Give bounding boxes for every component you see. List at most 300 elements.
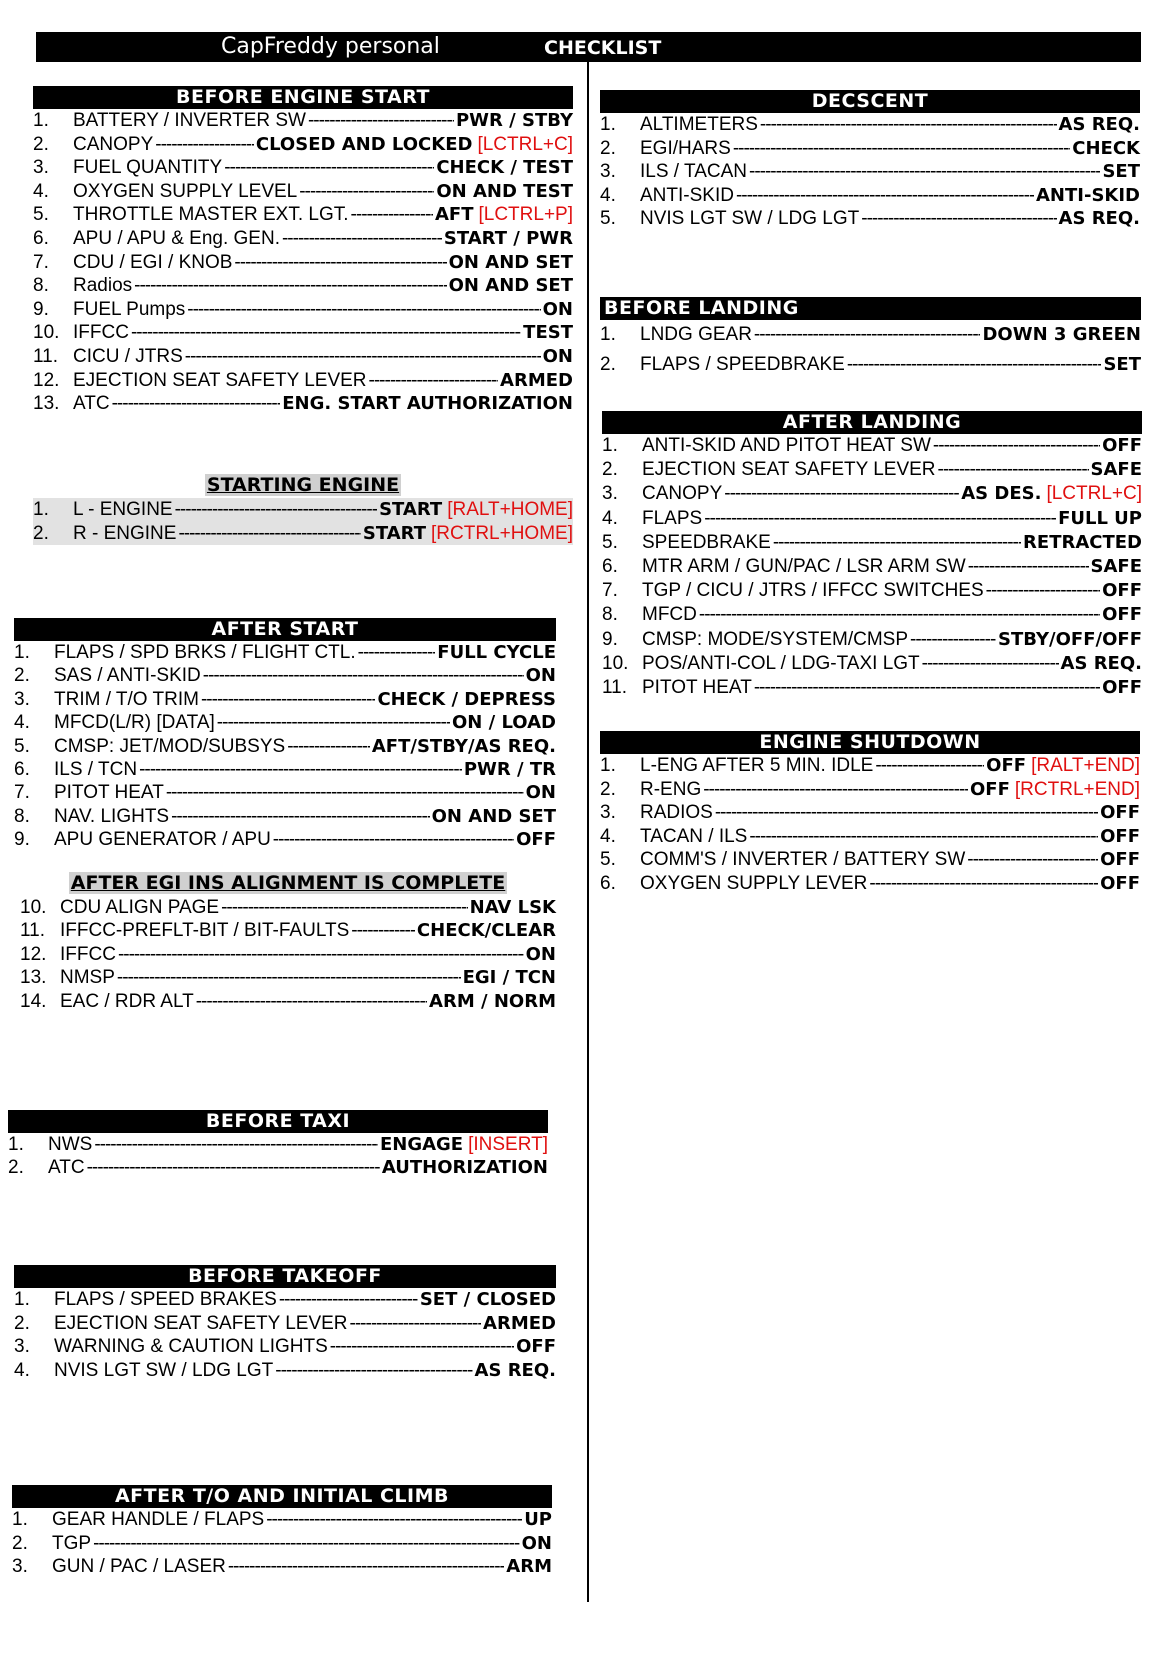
leader-dashes [273,828,514,851]
item-value: OFF [969,778,1010,800]
item-number: 13. [33,393,60,415]
leader-dashes [266,1508,522,1532]
item-number: 2. [12,1532,28,1554]
leader-dashes [185,345,541,369]
leader-dashes [749,160,1100,184]
item-number: 13. [20,967,47,989]
leader-dashes [155,133,254,157]
item-number: 11. [20,920,46,942]
checklist-item [602,579,1142,603]
leader-dashes [330,1335,514,1359]
item-name: MFCD(L/R) [DATA] [54,712,215,734]
item-name: FUEL Pumps [73,298,186,320]
item-number: 3. [602,483,618,505]
checklist-item [20,919,556,942]
item-number: 8. [14,805,30,827]
section-title: BEFORE TAKEOFF [14,1265,556,1288]
checklist-item [602,628,1142,652]
item-name: CICU / JTRS [73,345,183,367]
section-starting-engine [33,474,573,545]
checklist-item [8,1156,548,1179]
leader-dashes [358,641,436,664]
checklist-items [20,896,556,1013]
leader-dashes [933,434,1100,458]
item-number: 2. [600,778,616,800]
checklist-item [33,321,573,345]
item-value: OFF [1102,580,1142,602]
leader-dashes [369,369,499,393]
checklist-item [33,109,573,133]
item-value: START [379,499,443,520]
item-number: 3. [14,688,30,710]
item-value: OFF [1100,849,1140,871]
checklist-item [602,482,1142,506]
checklist-items [600,754,1140,896]
leader-dashes [275,1359,472,1383]
item-value: ARM [506,1556,552,1578]
item-value: OFF [1102,676,1142,698]
item-name: FLAPS / SPEEDBRAKE [640,354,845,375]
section-title: BEFORE ENGINE START [33,86,573,109]
leader-dashes [299,180,434,204]
item-number: 9. [33,298,49,320]
item-name: MFCD [642,604,697,626]
item-number: 2. [33,133,49,155]
item-value: AS REQ. [1060,652,1142,674]
item-value: ON [542,298,573,320]
item-value: OFF [1100,872,1140,894]
leader-dashes [217,711,450,734]
item-value: AS REQ. [1058,114,1140,135]
item-number: 9. [602,628,618,650]
leader-dashes [875,754,984,778]
checklist-items [602,434,1142,700]
checklist-items [600,320,1141,380]
item-name: CANOPY [642,483,723,505]
item-value: CHECK / DEPRESS [377,688,556,710]
section-title: AFTER EGI INS ALIGNMENT IS COMPLETE [70,872,506,894]
item-value: RETRACTED [1023,531,1142,553]
checklist-item [600,801,1140,825]
leader-dashes [196,990,427,1013]
item-number: 6. [602,555,618,577]
item-number: 2. [8,1157,24,1179]
item-number: 10. [33,322,60,344]
item-name: IFFCC [73,322,129,344]
item-number: 4. [600,184,616,206]
leader-dashes [351,203,433,227]
item-value: SET [1102,161,1140,183]
item-number: 7. [33,251,49,273]
checklist-item [33,498,573,522]
checklist-item [20,943,556,966]
checklist-item [600,320,1141,350]
leader-dashes [187,298,540,322]
item-value: PWR / TR [463,758,556,780]
item-name: CDU / EGI / KNOB [73,251,233,273]
leader-dashes [175,498,377,522]
checklist-item [14,758,556,781]
item-number: 10. [602,652,629,674]
item-name: EJECTION SEAT SAFETY LEVER [642,459,936,481]
checklist-item [602,676,1142,700]
item-name: TGP / CICU / JTRS / IFFCC SWITCHES [642,580,984,602]
item-number: 2. [14,665,30,687]
item-value: OFF [516,829,556,851]
item-name: CANOPY [73,133,154,155]
checklist-item [600,825,1140,849]
item-value: OFF [1102,604,1142,626]
item-value: FULL CYCLE [437,642,556,663]
item-name: COMM'S / INVERTER / BATTERY SW [640,849,966,871]
leader-dashes [166,781,524,804]
item-value: ARM / NORM [429,990,556,1012]
item-name: IFFCC [60,943,116,965]
checklist-item [33,133,573,157]
item-number: 4. [602,507,618,529]
item-name: PITOT HEAT [642,676,752,698]
item-number: 4. [14,1359,30,1381]
item-name: EJECTION SEAT SAFETY LEVER [54,1312,348,1334]
item-name: FLAPS / SPD BRKS / FLIGHT CTL. [54,642,356,663]
item-number: 5. [600,208,616,230]
item-value: OFF [1102,435,1142,456]
checklist-item [14,641,556,664]
item-name: THROTTLE MASTER EXT. LGT. [73,204,349,226]
item-number: 3. [33,157,49,179]
leader-dashes [224,156,434,180]
leader-dashes [968,555,1089,579]
item-value: ON [521,1532,552,1554]
leader-dashes [703,778,968,802]
section-before-takeoff [14,1265,556,1382]
item-keybind: [LCTRL+C] [1046,483,1142,505]
checklist-item [602,555,1142,579]
item-name: OXYGEN SUPPLY LEVER [640,872,868,894]
leader-dashes [350,1312,482,1336]
item-number: 1. [14,642,30,663]
item-name: EAC / RDR ALT [60,990,194,1012]
item-name: ANTI-SKID [640,184,734,206]
item-number: 14. [20,990,47,1012]
section-after-landing [602,411,1142,700]
checklist-item [14,711,556,734]
item-number: 1. [33,110,49,131]
item-name: FLAPS [642,507,703,529]
item-name: FUEL QUANTITY [73,157,223,179]
section-before-landing [600,297,1141,380]
item-number: 3. [12,1556,28,1578]
item-name: ALTIMETERS [640,114,758,135]
leader-dashes [724,482,959,506]
item-value: ENGAGE [379,1134,464,1155]
item-name: RADIOS [640,802,713,824]
page-header [36,32,1141,62]
item-name: OXYGEN SUPPLY LEVEL [73,180,298,202]
item-name: ANTI-SKID AND PITOT HEAT SW [642,435,931,456]
checklist-items [12,1508,552,1579]
item-number: 4. [14,712,30,734]
item-number: 3. [14,1336,30,1358]
leader-dashes [967,848,1098,872]
section-before-taxi [8,1110,548,1180]
item-name: R-ENG [640,778,702,800]
item-number: 1. [14,1289,30,1310]
item-keybind: [LCTRL+P] [478,204,573,226]
item-value: ON / LOAD [452,712,556,734]
item-value: ON AND SET [448,275,573,297]
checklist-item [14,1312,556,1336]
item-number: 1. [12,1509,28,1530]
checklist-item [602,458,1142,482]
item-value: NAV LSK [469,897,556,918]
checklist-item [33,227,573,251]
section-title: DECSCENT [600,90,1140,113]
item-name: APU GENERATOR / APU [54,829,271,851]
item-number: 2. [33,522,49,544]
leader-dashes [131,321,521,345]
leader-dashes [228,1555,504,1579]
item-number: 1. [8,1134,24,1155]
checklist-item [14,1335,556,1359]
item-value: STBY/OFF/OFF [998,628,1142,650]
item-value: OFF [1100,802,1140,824]
item-value: AS DES. [961,483,1042,505]
item-name: Radios [73,275,133,297]
item-value: OFF [516,1336,556,1358]
section-title: AFTER LANDING [602,411,1142,434]
checklist-item [14,1359,556,1383]
item-number: 2. [600,137,616,159]
checklist-items [600,113,1140,231]
item-number: 8. [602,604,618,626]
leader-dashes [986,579,1100,603]
column-divider [587,62,589,1602]
leader-dashes [234,251,446,275]
author-label: CapFreddy personal [221,34,440,59]
leader-dashes [869,872,1098,896]
checklist-item [20,966,556,989]
leader-dashes [171,805,430,828]
item-name: NMSP [60,967,115,989]
checklist-items [8,1133,548,1180]
leader-dashes [93,1532,520,1556]
checklist-item [600,113,1140,137]
checklist-item [20,990,556,1013]
checklist-item [602,531,1142,555]
item-value: CLOSED AND LOCKED [255,133,473,155]
item-number: 2. [600,354,616,375]
item-name: GEAR HANDLE / FLAPS [52,1509,265,1530]
item-value: OFF [986,755,1027,776]
checklist-item [14,1288,556,1312]
leader-dashes [760,113,1057,137]
item-number: 12. [33,369,60,391]
item-number: 4. [33,180,49,202]
item-value: SAFE [1090,459,1142,481]
item-number: 7. [14,782,30,804]
item-number: 1. [600,755,616,776]
item-value: ON AND TEST [436,180,573,202]
item-name: ATC [48,1157,85,1179]
checklist-item [33,251,573,275]
checklist-item [14,828,556,851]
item-number: 2. [14,1312,30,1334]
item-value: SET / CLOSED [419,1289,556,1310]
section-descent [600,90,1140,231]
checklist-item [600,207,1140,231]
page-title: CHECKLIST [544,37,662,59]
item-name: FLAPS / SPEED BRAKES [54,1289,277,1310]
checklist-item [12,1508,552,1532]
checklist-item [14,805,556,828]
item-number: 5. [14,735,30,757]
item-name: GUN / PAC / LASER [52,1556,226,1578]
item-number: 6. [600,872,616,894]
item-number: 6. [33,227,49,249]
checklist-item [33,298,573,322]
item-name: CMSP: MODE/SYSTEM/CMSP [642,628,909,650]
item-name: NWS [48,1134,93,1155]
item-keybind: [RALT+HOME] [447,499,573,520]
checklist-item [33,274,573,298]
leader-dashes [117,966,461,989]
leader-dashes [754,676,1100,700]
leader-dashes [178,522,360,546]
item-keybind: [LCTRL+C] [477,133,573,155]
item-value: PWR / STBY [455,110,573,131]
item-value: FULL UP [1058,507,1142,529]
leader-dashes [201,688,375,711]
section-before-engine-start [33,86,573,416]
item-value: DOWN 3 GREEN [982,324,1141,345]
checklist-item [14,688,556,711]
item-value: ON [525,782,556,804]
section-engine-shutdown [600,731,1140,896]
item-name: NAV. LIGHTS [54,805,170,827]
item-name: CMSP: JET/MOD/SUBSYS [54,735,286,757]
checklist-item [600,778,1140,802]
item-number: 5. [600,849,616,871]
checklist-item [600,754,1140,778]
item-name: ATC [73,393,110,415]
checklist-item [33,203,573,227]
item-value: SET [1103,354,1141,375]
item-name: R - ENGINE [73,522,177,544]
item-number: 11. [602,676,628,698]
checklist-item [33,345,573,369]
item-name: TGP [52,1532,92,1554]
checklist-items [14,1288,556,1382]
checklist-item [33,522,573,546]
leader-dashes [87,1156,380,1179]
item-number: 7. [602,580,618,602]
checklist-item [14,735,556,758]
checklist-item [33,369,573,393]
item-value: EGI / TCN [462,967,556,989]
item-name: EGI/HARS [640,137,731,159]
item-name: NVIS LGT SW / LDG LGT [640,208,860,230]
leader-dashes [773,531,1021,555]
checklist-item [600,872,1140,896]
item-name: WARNING & CAUTION LIGHTS [54,1336,328,1358]
item-number: 2. [602,459,618,481]
section-title: STARTING ENGINE [206,474,400,496]
section-title: BEFORE LANDING [600,297,1141,320]
leader-dashes [351,919,415,942]
item-value: SAFE [1090,555,1142,577]
item-name: SAS / ANTI-SKID [54,665,201,687]
leader-dashes [279,1288,418,1312]
leader-dashes [139,758,462,781]
item-name: SPEEDBRAKE [642,531,771,553]
checklist-item [600,137,1140,161]
item-name: PITOT HEAT [54,782,164,804]
item-number: 1. [600,114,616,135]
item-value: ENG. START AUTHORIZATION [282,393,573,415]
checklist-item [602,434,1142,458]
item-number: 4. [600,825,616,847]
section-after-egi-alignment [20,872,556,1013]
item-value: AFT [434,204,474,226]
item-name: POS/ANTI-COL / LDG-TAXI LGT [642,652,920,674]
section-title: BEFORE TAXI [8,1110,548,1133]
item-keybind: [RCTRL+HOME] [431,522,573,544]
item-name: IFFCC-PREFLT-BIT / BIT-FAULTS [60,920,350,942]
checklist-item [33,180,573,204]
leader-dashes [847,350,1102,380]
item-number: 12. [20,943,47,965]
item-value: ON [542,345,573,367]
item-number: 6. [14,758,30,780]
item-value: START / PWR [443,227,573,249]
item-name: NVIS LGT SW / LDG LGT [54,1359,274,1381]
item-number: 1. [602,435,618,456]
leader-dashes [112,392,281,416]
item-name: BATTERY / INVERTER SW [73,110,306,131]
leader-dashes [118,943,524,966]
leader-dashes [287,735,370,758]
item-value: AFT/STBY/AS REQ. [371,735,556,757]
checklist-item [12,1555,552,1579]
item-value: TEST [523,322,573,344]
item-number: 10. [20,897,47,918]
item-name: LNDG GEAR [640,324,752,345]
item-keybind: [INSERT] [468,1134,548,1155]
checklist-item [14,664,556,687]
leader-dashes [282,227,442,251]
leader-dashes [308,109,454,133]
item-value: OFF [1100,825,1140,847]
item-name: EJECTION SEAT SAFETY LEVER [73,369,367,391]
leader-dashes [203,664,524,687]
item-value: ON AND SET [448,251,573,273]
item-name: L - ENGINE [73,499,173,520]
item-value: ON [525,943,556,965]
item-number: 3. [600,802,616,824]
checklist-item [8,1133,548,1156]
item-name: L-ENG AFTER 5 MIN. IDLE [640,755,874,776]
item-name: APU / APU & Eng. GEN. [73,227,280,249]
item-value: UP [524,1509,552,1530]
item-value: ARMED [483,1312,556,1334]
checklist-item [33,156,573,180]
checklist-items [33,109,573,416]
checklist-item [602,507,1142,531]
leader-dashes [749,825,1098,849]
item-name: TRIM / T/O TRIM [54,688,199,710]
checklist-item [600,184,1140,208]
